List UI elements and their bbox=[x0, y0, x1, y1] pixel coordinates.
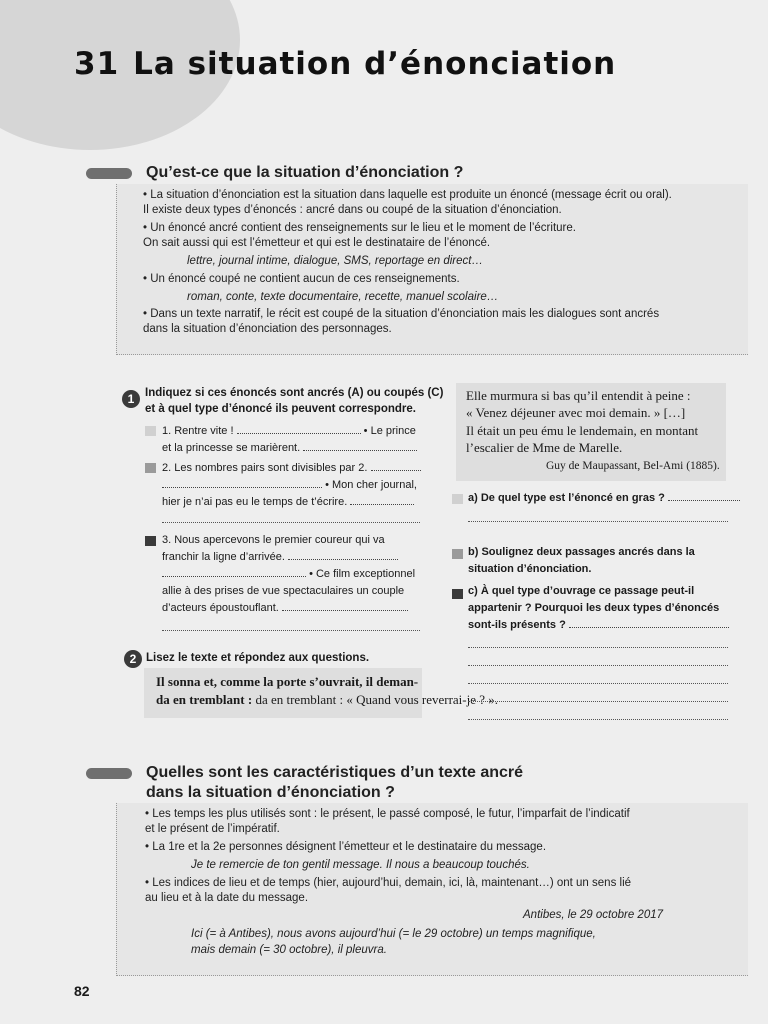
difficulty-level-icon bbox=[145, 536, 156, 546]
lesson-box-2 bbox=[116, 803, 748, 976]
difficulty-level-icon bbox=[145, 426, 156, 436]
statement: 3. Nous apercevons le premier coureur qui va bbox=[162, 534, 385, 546]
lesson-example: Ici (= à Antibes), nous avons aujourd’hui (= le 29 octobre) un temps magnifique, bbox=[191, 928, 596, 940]
exercise1-question: Indiquez si ces énoncés sont ancrés (A) ou coupés (C) bbox=[145, 387, 444, 399]
question-c: appartenir ? Pourquoi les deux types d’énoncés bbox=[468, 602, 720, 614]
section-tag bbox=[86, 168, 132, 179]
exercise2-question: Lisez le texte et répondez aux questions. bbox=[146, 652, 370, 664]
lesson-box-1 bbox=[116, 184, 748, 355]
chapter-title: La situation d’énonciation bbox=[133, 46, 617, 82]
section1-heading: Qu’est-ce que la situation d’énonciation ? bbox=[146, 164, 464, 181]
excerpt-line: « Venez déjeuner avec moi demain. » […] bbox=[466, 405, 686, 420]
excerpt-line: Il était un peu ému le lendemain, en montant bbox=[466, 423, 699, 438]
excerpt-source: Guy de Maupassant, Bel-Ami (1885). bbox=[546, 460, 720, 472]
statement: et la princesse se marièrent. bbox=[162, 440, 417, 456]
exercise2-text-box bbox=[144, 668, 499, 718]
chapter-number: 31 bbox=[74, 46, 120, 82]
answer-line bbox=[468, 521, 728, 522]
statement: • Ce film exceptionnel bbox=[162, 566, 415, 582]
statement: • Mon cher journal, bbox=[162, 477, 417, 493]
lesson-line: et le présent de l’impératif. bbox=[145, 823, 280, 835]
lesson-example-date: Antibes, le 29 octobre 2017 bbox=[523, 909, 664, 921]
section2-heading: dans la situation d’énonciation ? bbox=[146, 784, 395, 801]
excerpt-line: Elle murmura si bas qu’il entendit à peine : bbox=[466, 388, 691, 403]
answer-line bbox=[468, 701, 728, 702]
answer-line bbox=[162, 522, 420, 523]
lesson-line: • Les temps les plus utilisés sont : le présent, le passé composé, le futur, l’imparfait de l’indicatif bbox=[145, 808, 630, 820]
statement: allie à des prises de vue spectaculaires un couple bbox=[162, 585, 405, 597]
section2-heading: Quelles sont les caractéristiques d’un texte ancré bbox=[146, 764, 524, 781]
lesson-line: • Un énoncé ancré contient des renseignements sur le lieu et le moment de l’écriture. bbox=[143, 222, 576, 234]
exercise-number: 1 bbox=[122, 390, 140, 408]
bold-statement: Il sonna et, comme la porte s’ouvrait, il deman- bbox=[156, 674, 419, 689]
answer-line bbox=[468, 683, 728, 684]
statement: 2. Les nombres pairs sont divisibles par 2. bbox=[162, 460, 421, 476]
question-b: situation d’énonciation. bbox=[468, 563, 592, 575]
statement: d’acteurs époustouflant. bbox=[162, 600, 408, 616]
statement: franchir la ligne d’arrivée. bbox=[162, 549, 398, 565]
answer-line bbox=[468, 665, 728, 666]
lesson-line: au lieu et à la date du message. bbox=[145, 892, 309, 904]
answer-line bbox=[468, 647, 728, 648]
lesson-line: • La situation d’énonciation est la situation dans laquelle est produite un énoncé (message écrit ou oral). bbox=[143, 189, 672, 201]
statement-line: da en tremblant : da en tremblant : « Quand vous reverrai-je ? ». bbox=[156, 692, 499, 707]
exercise1-question: et à quel type d’énoncé ils peuvent correspondre. bbox=[145, 403, 416, 415]
question-b: b) Soulignez deux passages ancrés dans la bbox=[468, 546, 695, 558]
lesson-example: Je te remercie de ton gentil message. Il nous a beaucoup touchés. bbox=[191, 859, 530, 871]
answer-line bbox=[162, 630, 420, 631]
difficulty-level-icon bbox=[452, 549, 463, 559]
section-tag bbox=[86, 768, 132, 779]
question-a: a) De quel type est l’énoncé en gras ? bbox=[468, 490, 740, 507]
page-number: 82 bbox=[74, 983, 90, 999]
question-c: sont-ils présents ? bbox=[468, 617, 729, 634]
lesson-line: • Dans un texte narratif, le récit est coupé de la situation d’énonciation mais les dialogues sont ancrés bbox=[143, 308, 660, 320]
excerpt-line: l’escalier de Mme de Marelle. bbox=[466, 440, 623, 455]
difficulty-level-icon bbox=[145, 463, 156, 473]
lesson-line: Il existe deux types d’énoncés : ancré dans ou coupé de la situation d’énonciation. bbox=[143, 204, 562, 216]
answer-line bbox=[468, 719, 728, 720]
lesson-line: • Les indices de lieu et de temps (hier, aujourd’hui, demain, ici, là, maintenant…) ont un sens lié bbox=[145, 877, 632, 889]
lesson-example: roman, conte, texte documentaire, recette, manuel scolaire… bbox=[187, 291, 499, 303]
literary-excerpt bbox=[456, 383, 726, 481]
statement: 1. Rentre vite ! • Le prince bbox=[162, 425, 416, 437]
statement: hier je n’ai pas eu le temps de t’écrire. bbox=[162, 494, 414, 510]
difficulty-level-icon bbox=[452, 494, 463, 504]
exercise-number: 2 bbox=[124, 650, 142, 668]
lesson-line: On sait aussi qui est l’émetteur et qui est le destinataire de l’énoncé. bbox=[143, 237, 491, 249]
page-title bbox=[74, 46, 616, 82]
lesson-example: mais demain (= 30 octobre), il pleuvra. bbox=[191, 944, 387, 956]
lesson-line: • La 1re et la 2e personnes désignent l’émetteur et le destinataire du message. bbox=[145, 841, 547, 853]
difficulty-level-icon bbox=[452, 589, 463, 599]
lesson-line: dans la situation d’énonciation des personnages. bbox=[143, 323, 392, 335]
lesson-example: lettre, journal intime, dialogue, SMS, reportage en direct… bbox=[187, 255, 483, 267]
question-c: c) À quel type d’ouvrage ce passage peut-il bbox=[468, 585, 695, 597]
lesson-line: • Un énoncé coupé ne contient aucun de ces renseignements. bbox=[143, 273, 460, 285]
